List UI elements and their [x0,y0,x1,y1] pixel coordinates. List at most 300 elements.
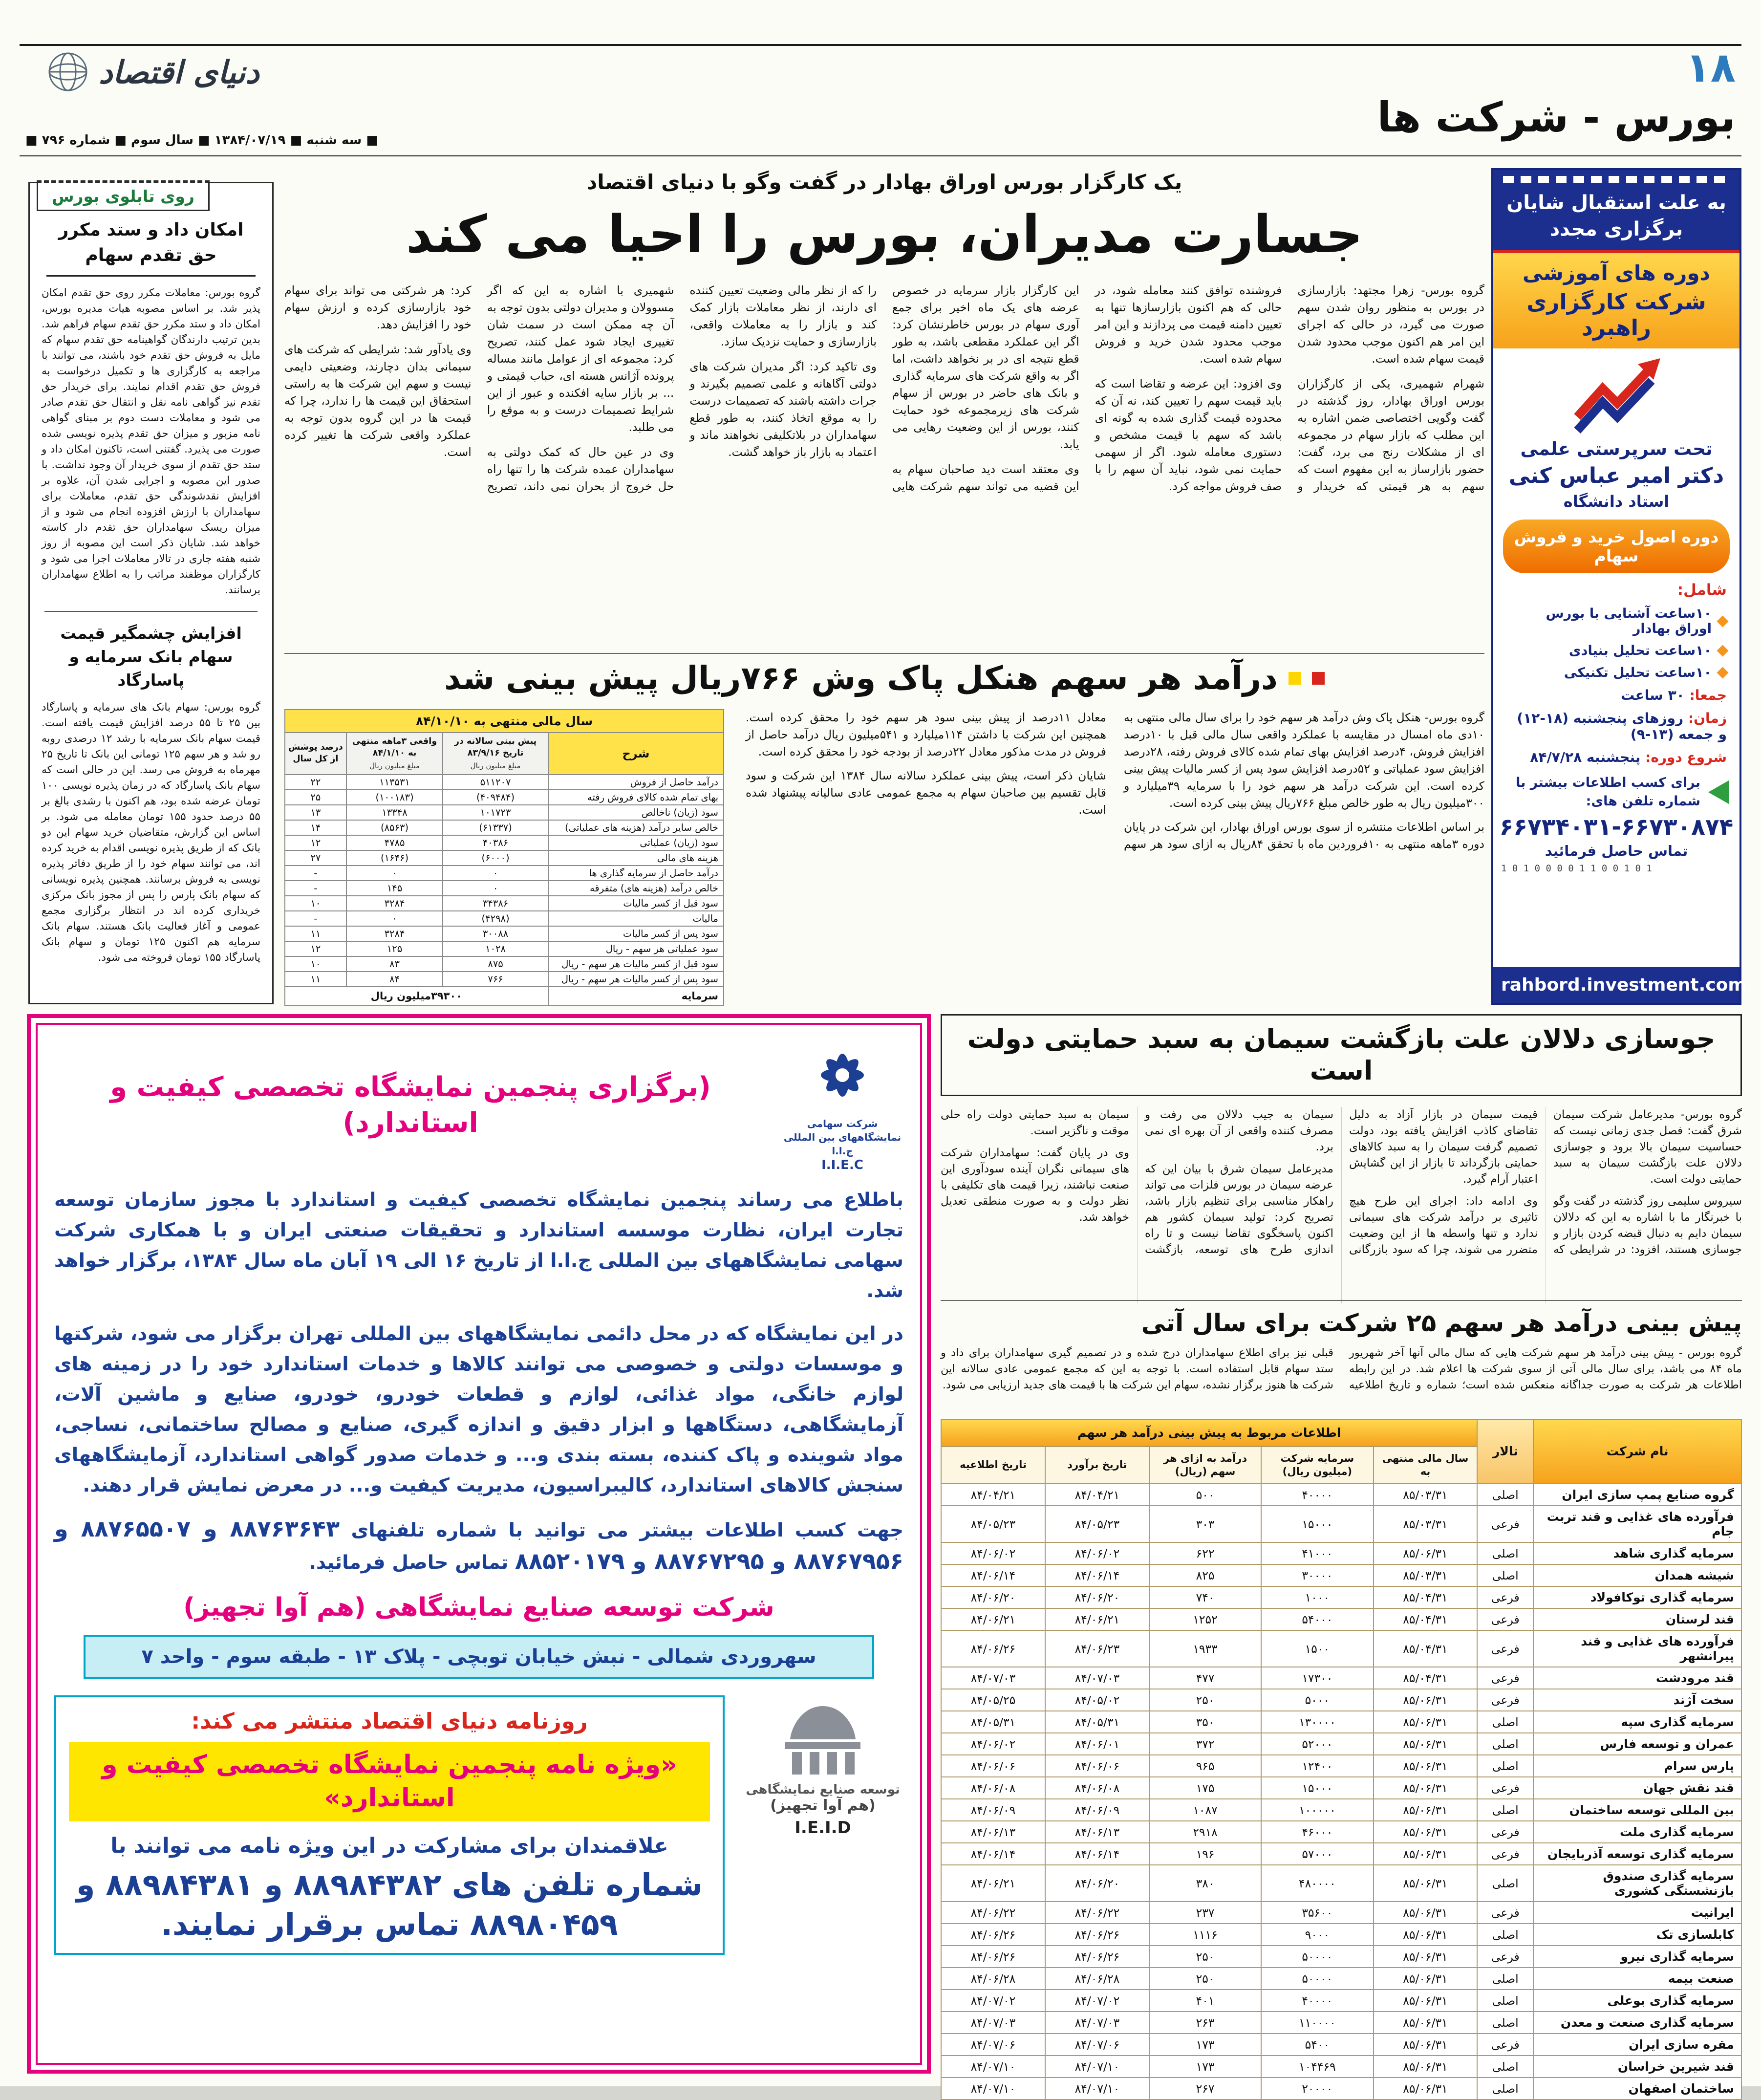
fiscal-year-end: ۸۵/۰۳/۳۱ [1374,1484,1478,1506]
includes-label: شامل: [1677,581,1727,599]
forecast-value: ۵۱۱۲۰۷ [443,775,548,790]
actual-value: ۱۳۳۴۸ [346,805,443,820]
company-name: سرمایه گذاری توسعه آذربایجان [1533,1843,1741,1865]
forecast-headline: پیش بینی درآمد هر سهم ۲۵ شرکت برای سال آتی [941,1300,1742,1337]
forecast-value: ۳۰۰۸۸ [443,926,548,941]
board-article1-body: گروه بورس: معاملات مکرر روی حق تقدم امکان پذیر شد. بر اساس مصوبه هیات مدیره بورس، امکان داد و ستد مکرر حق تقدم سهام فراهم شد. بدین ترتیب دارندگان گواهینامه حق تقدم سهام که مایل به فروش حق تقدم خود باشند، می توانند با مراجعه به کارگزاری ها و تکمیل درخواست به فروش حق تقدم اقدام نمایند. برای خریدار حق تقدم نیز گواهی نامه نقل و انتقال حق تقدم صادر می شود و معاملات دست دوم بر مبنای گواهی نامه مزبور و میزان حق تقدم پذیره نویسی شده صورت می پذیرد. گفتنی است، تاکنون امکان داد و ستد حق تقدم از سوی خریدار آن وجود نداشت. با صدور این مصوبه و اجرایی شدن آن، علاوه بر افزایش نقدشوندگی حق تقدم، معاملات برای سهامداران با ارزش افزوده انجام می شود و از میزان ریسک سهامداران حق تقدم دار کاسته خواهد شد. شایان ذکر است این مصوبه از روز شنبه هفته جاری در تالار معاملات اجرا می شود و کارگزاران موظفند مراتب را به اطلاع سهامداران برسانند. [42,287,260,597]
company-capital: ۴۸۰۰۰۰ [1261,1865,1373,1902]
announce-date: ۸۴/۰۶/۲۶ [941,1924,1045,1946]
announce-date: ۸۴/۰۵/۳۱ [941,1711,1045,1733]
total-hours: جمعا: ۳۰ ساعت [1621,687,1727,703]
dateline: ■ سه شنبه ■ ۱۳۸۴/۰۷/۱۹ ■ سال سوم ■ شماره ۷۹۶ ■ [25,133,378,148]
eps-value: ۱۷۳ [1149,2034,1261,2056]
estimate-date: ۸۴/۰۷/۱۰ [1045,2078,1149,2100]
eps-value: ۱۷۳ [1149,2056,1261,2078]
eps-value: ۴۷۷ [1149,1667,1261,1689]
fiscal-year-end: ۸۵/۰۶/۳۱ [1374,1689,1478,1711]
ieid-line1: توسعه صنایع نمایشگاهی [746,1782,900,1797]
eps-value: ۱۰۸۷ [1149,1799,1261,1821]
table-row [285,972,724,987]
company-name: فرآورده های غذایی و قند پیرانشهر [1533,1630,1741,1667]
henkel-headline: درآمد هر سهم هنکل پاک وش ۷۶۶ریال پیش بینی شد [444,659,1278,697]
hall: اصلی [1477,1799,1533,1821]
announce-date: ۸۴/۰۶/۲۲ [941,1902,1045,1924]
estimate-date: ۸۴/۰۶/۲۰ [1045,1865,1149,1902]
rahbord-logo-icon [1493,348,1740,433]
fiscal-year-end: ۸۵/۰۶/۳۱ [1374,1902,1478,1924]
fiscal-year-end: ۸۵/۰۶/۳۱ [1374,1865,1478,1902]
estimate-date: ۸۴/۰۷/۱۰ [1045,2056,1149,2078]
course-banner: دوره اصول خرید و فروش سهام [1503,520,1730,573]
hall: فرعی [1477,1586,1533,1608]
company-name: کابلسازی تک [1533,1924,1741,1946]
actual-value: (۸۵۶۳) [346,820,443,835]
estimate-date: ۸۴/۰۶/۱۴ [1045,1564,1149,1586]
company-capital: ۱۵۰۰۰ [1261,1777,1373,1799]
company-name: صنعت بیمه [1533,1968,1741,1990]
hall: فرعی [1477,1667,1533,1689]
red-square-icon [1312,672,1325,685]
fiscal-year-end: ۸۵/۰۶/۳۱ [1374,2034,1478,2056]
coverage-percent: ۱۰ [285,896,346,911]
company-row [941,1630,1741,1667]
fiscal-year-end: ۸۵/۰۶/۳۱ [1374,1799,1478,1821]
paragraph: گروه بورس- زهرا مجتهد: بازارسازی در بورس به منظور روان شدن سهم صورت می گیرد، در حالی که اجرای این امر هم اکنون موجب محدود شدن قیمت سهام شده است. [1297,283,1484,366]
company-name: قند لرستان [1533,1608,1741,1630]
company-capital: ۵۴۰۰۰ [1261,1608,1373,1630]
company-row [941,1711,1741,1733]
company-name: شیشه همدان [1533,1564,1741,1586]
call-text: تماس حاصل فرمائید [1545,842,1688,859]
exhibition-ad-inner [36,1023,922,2065]
col-company-name: نام شرکت [1533,1420,1741,1484]
estimate-date: ۸۴/۰۶/۱۳ [1045,1821,1149,1843]
header-rule [20,155,1741,156]
col-desc: شرح [548,733,724,775]
info-text: برای کسب اطلاعات بیشتر با شماره تلفن های: [1516,775,1700,809]
row-description: مالیات [548,911,724,926]
eps-value: ۱۱۱۶ [1149,1924,1261,1946]
coverage-percent: - [285,881,346,896]
ad-title-line2: شرکت کارگزاری راهبرد [1526,289,1706,341]
company-row [941,1506,1741,1542]
hall: اصلی [1477,1924,1533,1946]
hall: اصلی [1477,1968,1533,1990]
fiscal-year-end: ۸۵/۰۶/۳۱ [1374,1924,1478,1946]
fiscal-year-end: ۸۵/۰۳/۳۱ [1374,1506,1478,1542]
exhibition-ad [27,1014,931,2074]
eps-forecast-section [941,1300,1742,2096]
company-capital: ۴۰۰۰۰ [1261,1990,1373,2012]
coverage-percent: ۱۲ [285,835,346,850]
company-capital: ۵۰۰۰ [1261,1689,1373,1711]
special-issue-promo-box [54,1695,725,1955]
company-row [941,1990,1741,2012]
section-title: بورس - شرکت ها [1377,93,1736,141]
announce-date: ۸۴/۰۶/۲۱ [941,1608,1045,1630]
company-name: سرمایه گذاری ملت [1533,1821,1741,1843]
estimate-date: ۸۴/۰۵/۳۱ [1045,1711,1149,1733]
company-capital: ۱۲۴۰۰ [1261,1755,1373,1777]
exhibition-paragraph-3: جهت کسب اطلاعات بیشتر می توانید با شماره تلفنهای ۸۸۷۶۳۶۴۳ و ۸۸۷۶۵۵۰۷ و ۸۸۷۶۷۹۵۶ و ۸۸۷۶۷۲۹۵ و ۸۸۵۲۰۱۷۹ تماس حاصل فرمائید. [54,1515,904,1574]
eps-value: ۱۷۵ [1149,1777,1261,1799]
hall: فرعی [1477,1689,1533,1711]
eps-value: ۲۵۰ [1149,1968,1261,1990]
capital-row [285,987,724,1006]
fiscal-year-end: ۸۵/۰۶/۳۱ [1374,1542,1478,1564]
eps-value: ۵۰۰ [1149,1484,1261,1506]
announce-date: ۸۴/۰۷/۰۶ [941,2034,1045,2056]
company-row [941,2056,1741,2078]
announce-date: ۸۴/۰۴/۲۱ [941,1484,1045,1506]
coverage-percent: ۱۰ [285,956,346,972]
hall: فرعی [1477,1506,1533,1542]
estimate-date: ۸۴/۰۶/۰۱ [1045,1733,1149,1755]
forecast-value: (۶۱۳۳۷) [443,820,548,835]
announce-date: ۸۴/۰۷/۰۲ [941,1990,1045,2012]
row-description: سود قبل از کسر مالیات [548,896,724,911]
henkel-table-wrap [284,709,724,1002]
company-capital: ۱۰۰۰ [1261,1586,1373,1608]
cement-article [941,1014,1742,1294]
info-row [1493,769,1740,811]
company-capital: ۱۰۴۴۶۹ [1261,2056,1373,2078]
fiscal-year-end: ۸۵/۰۶/۳۱ [1374,1968,1478,1990]
fiscal-year-end: ۸۵/۰۶/۳۱ [1374,2078,1478,2100]
paragraph: وی افزود: این عرضه و تقاضا است که باید قیمت سهم را تعیین کند، نه آن که محدوده قیمت گذاری شده به گونه ای باشد که سهم با قیمت مشخص و دستوری معامله شود. اگر از سهمی حمایت نمی شود، نباید آن سهم را با صف فروش مواجه کرد. [1095,376,1282,493]
company-capital: ۱۰۰۰۰۰ [1261,1799,1373,1821]
company-row [941,1865,1741,1902]
fiscal-year-end: ۸۵/۰۴/۳۱ [1374,1586,1478,1608]
exhibition-paragraph-2: در این نمایشگاه که در محل دائمی نمایشگاههای بین المللی تهران برگزار می شود، شرکتها و موسسات دولتی و خصوصی می توانند کالاها و خدمات استاندارد خود را در زمینه های لوازم خانگی، مواد غذائی، لوازم و قطعات خودرو، خودرو، صنایع و ماشین آلات، آزمایشگاهی، دستگاهها و ابزار دقیق و اندازه گیری، صنایع و مصالح ساختمانی، نساجی، مواد شوینده و پاک کننده، بسته بندی و... و خدمات صدور گواهی استاندارد، آزمایشگاههای سنجش کالاهای استاندارد، کالیبراسیون، مدیریت کیفیت و... در معرض نمایش قرار دهند. [54,1323,903,1496]
paragraph: شهمیری با اشاره به این که اگر مسوولان و مدیران دولتی بدون توجه به آن چه ممکن است در سمت شان تغییری ایجاد شود عمل کنند، تصریح کرد: مجموعه ای از عوامل مانند مساله پرونده آژانس هسته ای، حباب قیمتی و ... بر بازار سایه افکنده و عبور از این شرایط تصمیمات درست و به موقع را می طلبد. [487,283,674,434]
company-row [941,1755,1741,1777]
estimate-date: ۸۴/۰۷/۰۳ [1045,1667,1149,1689]
actual-value: ۱۱۳۵۳۱ [346,775,443,790]
company-row [941,1689,1741,1711]
course-item: ۱۰ساعت آشنایی با بورس اوراق بهادار [1506,603,1727,640]
estimate-date: ۸۴/۰۶/۲۶ [1045,1924,1149,1946]
col-fiscal-year: سال مالی منتهی به [1374,1447,1478,1484]
company-capital: ۱۳۰۰۰۰ [1261,1711,1373,1733]
company-row [941,1821,1741,1843]
table-row [285,956,724,972]
table-row [285,850,724,866]
capital-value: ۳۹۳۰۰میلیون ریال [285,987,548,1006]
board-article1-title: امکان داد و ستد مکرر حق تقدم سهام [46,217,256,277]
row-description: خالص درآمد (هزینه های) متفرقه [548,881,724,896]
hall: اصلی [1477,1564,1533,1586]
table-row [285,820,724,835]
company-name: قند شیرین خراسان [1533,2056,1741,2078]
hall: اصلی [1477,1755,1533,1777]
estimate-date: ۸۴/۰۶/۲۳ [1045,1630,1149,1667]
paragraph: شایان ذکر است، پیش بینی عملکرد سالانه سال ۱۳۸۴ این شرکت و سود قابل تقسیم بین صاحبان سهام به مجمع عمومی عادی سالیانه پیشنهاد شده است. [746,769,1106,817]
company-name: گروه صنایع پمپ سازی ایران [1533,1484,1741,1506]
company-row [941,1564,1741,1586]
table-row [285,941,724,956]
company-capital: ۵۴۰۰ [1261,2034,1373,2056]
main-article-headline: جسارت مدیران، بورس را احیا می کند [406,204,1363,264]
estimate-date: ۸۴/۰۶/۰۲ [1045,1542,1149,1564]
fiscal-year-end: ۸۵/۰۶/۳۱ [1374,1946,1478,1968]
company-capital: ۴۶۰۰۰ [1261,1821,1373,1843]
hall: فرعی [1477,1608,1533,1630]
announce-date: ۸۴/۰۷/۰۳ [941,1667,1045,1689]
paragraph: وی تاکید کرد: اگر مدیران شرکت های دولتی آگاهانه و علمی تصمیم بگیرند و جرات داشته باشند که تصمیمات درست را به موقع اتخاذ کنند، به طور قطع سهامداران در بلاتکلیفی نخواهند ماند و اعتماد به بازار باز خواهد گشت. [689,359,877,459]
actual-value: (۱۰۰۱۸۳) [346,790,443,805]
hall: اصلی [1477,2056,1533,2078]
course-item: ۱۰ساعت تحلیل بنیادی [1506,640,1727,662]
forecast-value: ۱۰۲۸ [443,941,548,956]
promo-line3: علاقمندان برای مشارکت در این ویژه نامه می توانند با [110,1834,668,1859]
iiec-logo [781,1039,903,1172]
estimate-date: ۸۴/۰۶/۲۲ [1045,1902,1149,1924]
forecast-value: ۸۷۵ [443,956,548,972]
eps-value: ۷۴۰ [1149,1586,1261,1608]
estimate-date: ۸۴/۰۶/۲۱ [1045,1608,1149,1630]
forecast-value: (۶۰۰۰) [443,850,548,866]
row-description: بهای تمام شده کالای فروش رفته [548,790,724,805]
paragraph: شهرام شهمیری، یکی از کارگزاران بورس اوراق بهادار، روز گذشته در گفت وگویی اختصاصی ضمن اشاره به این مطلب که بازار سهام در مجموعه ای از مشکلات رنج می برد، گفت: حضور بازارساز به این مفهوم است که سهم به هر قیمتی که خریدار و فروشنده توافق کنند معامله شود، در حالی که هم اکنون بازارسازها تنها به تعیین دامنه قیمت می پردازند و این امر موجب محدود شدن خرید و فروش سهام شده است. [1095,283,1484,493]
globe-icon [47,51,89,95]
table-row [285,775,724,790]
company-row [941,1777,1741,1799]
ad-top-line2: برگزاری مجدد [1549,218,1683,240]
eps-value: ۲۳۷ [1149,1902,1261,1924]
table-row [285,866,724,881]
start-line: شروع دوره: پنجشنبه ۸۴/۷/۲۸ [1530,749,1727,765]
company-name: سرمایه گذاری صنعت و معدن [1533,2012,1741,2034]
table-row [285,805,724,820]
company-name: پارس سرام [1533,1755,1741,1777]
green-arrow-icon [1708,780,1729,804]
company-name: فرآورده های غذایی و قند تربت جام [1533,1506,1741,1542]
row-description: سود (زیان) عملیاتی [548,835,724,850]
company-capital: ۱۷۳۰۰ [1261,1667,1373,1689]
estimate-date: ۸۴/۰۶/۰۹ [1045,1799,1149,1821]
promo-line5: ۸۸۹۸۰۴۵۹ تماس برقرار نمایند. [161,1906,618,1942]
eps-value: ۲۶۷ [1149,2078,1261,2100]
paragraph: گروه بورس- مدیرعامل شرکت سیمان شرق گفت: فصل جدی زمانی نیست که حساسیت سیمان بالا برود و جوسازی دلالان علت بازگشت سیمان به سبد حمایتی دولت است. [1553,1108,1742,1186]
eps-value: ۴۰۱ [1149,1990,1261,2012]
company-capital: ۲۰۰۰۰ [1261,2078,1373,2100]
table-title: سال مالی منتهی به ۸۴/۱۰/۱۰ [285,710,724,733]
company-capital: ۱۵۰۰۰ [1261,1506,1373,1542]
company-name: عمران و توسعه فارس [1533,1733,1741,1755]
exhibition-phones: ۸۸۷۶۳۶۴۳ و ۸۸۷۶۵۵۰۷ و ۸۸۷۶۷۹۵۶ و ۸۸۷۶۷۲۹۵ و ۸۸۵۲۰۱۷۹ [54,1515,903,1574]
forecast-value: (۴۲۹۸) [443,911,548,926]
fiscal-year-end: ۸۵/۰۶/۳۱ [1374,1990,1478,2012]
estimate-date: ۸۴/۰۶/۱۴ [1045,1843,1149,1865]
row-description: هزینه های مالی [548,850,724,866]
company-row [941,1843,1741,1865]
main-article [284,166,1484,651]
exhibition-paragraph-1: باطلاع می رساند پنجمین نمایشگاه تخصصی کیفیت و استاندارد با مجوز سازمان توسعه تجارت ایران، نظارت موسسه استاندارد و تحقیقات صنعتی ایران و با همکاری شرکت سهامی نمایشگاههای بین المللی ج.ا.ا از تاریخ ۱۶ الی ۱۹ آبان ماه سال ۱۳۸۴، برگزار خواهد شد. [54,1189,904,1302]
actual-value: ۱۴۵ [346,881,443,896]
estimate-date: ۸۴/۰۵/۰۲ [1045,1689,1149,1711]
hall: اصلی [1477,1990,1533,2012]
schedule-line: زمان: روزهای پنجشنبه (۱۸-۱۲) و جمعه (۱۳-۹) [1517,710,1727,742]
board-article2-title: افزایش چشمگیر قیمت سهام بانک سرمایه و پاسارگاد [44,611,258,692]
company-row [941,2034,1741,2056]
eps-value: ۱۲۵۲ [1149,1608,1261,1630]
diamond-bullet-icon [1717,615,1728,627]
fiscal-year-end: ۸۵/۰۶/۳۱ [1374,1843,1478,1865]
company-row [941,1586,1741,1608]
coverage-percent: ۲۲ [285,775,346,790]
ad-title-line1: دوره های آموزشی [1523,261,1710,285]
forecast-value: ۴۰۳۸۶ [443,835,548,850]
paragraph: بر اساس اطلاعات منتشره از سوی بورس اوراق بهادار، این شرکت در پایان دوره ۳ماهه منتهی به ۱۰فروردین ماه با تحقق ۸۴ریال به ازای سود هر سهم معادل ۱۱درصد از پیش بینی سود هر سهم خود را محقق کرده است. همچنین این شرکت با داشتن ۱۱۴میلیارد و ۵۴۱میلیون ریال درآمد حاصل از فروش در مدت مذکور معادل ۲۲درصد از بودجه خود را محقق کرده است. [746,711,1484,851]
company-name: قند نقش جهان [1533,1777,1741,1799]
fiscal-year-end: ۸۵/۰۶/۳۱ [1374,2056,1478,2078]
forecast-table [941,1419,1742,2100]
actual-value: ۳۲۸۴ [346,896,443,911]
actual-value: ۸۳ [346,956,443,972]
fiscal-year-end: ۸۵/۰۶/۳۱ [1374,2012,1478,2034]
row-description: سود پس از کسر مالیات [548,926,724,941]
hall: فرعی [1477,1843,1533,1865]
hall: اصلی [1477,1484,1533,1506]
actual-value: ۱۲۵ [346,941,443,956]
estimate-date: ۸۴/۰۷/۰۳ [1045,2012,1149,2034]
company-row [941,1484,1741,1506]
eps-value: ۳۰۳ [1149,1506,1261,1542]
coverage-percent: ۱۳ [285,805,346,820]
company-row [941,2078,1741,2100]
hall: فرعی [1477,1630,1533,1667]
cement-article-body [941,1107,1742,1303]
row-description: سود عملیاتی هر سهم - ریال [548,941,724,956]
row-description: سود (زیان) ناخالص [548,805,724,820]
henkel-financial-table [284,709,724,1006]
row-description: سود قبل از کسر مالیات هر سهم - ریال [548,956,724,972]
announce-date: ۸۴/۰۶/۰۹ [941,1799,1045,1821]
hall: اصلی [1477,1542,1533,1564]
estimate-date: ۸۴/۰۶/۲۶ [1045,1946,1149,1968]
eps-value: ۳۸۰ [1149,1865,1261,1902]
forecast-value: (۴۰۹۴۸۴) [443,790,548,805]
yellow-square-icon [1289,672,1301,685]
col-announce-date: تاریخ اطلاعیه [941,1447,1045,1484]
fiscal-year-end: ۸۵/۰۶/۳۱ [1374,1821,1478,1843]
company-capital: ۴۰۰۰۰ [1261,1484,1373,1506]
col-coverage: درصد پوشش از کل سال [285,733,346,775]
company-name: سرمایه گذاری صندوق بازنشستگی کشوری [1533,1865,1741,1902]
eps-value: ۹۶۵ [1149,1755,1261,1777]
forecast-value: ۳۴۳۸۶ [443,896,548,911]
company-row [941,1946,1741,1968]
eps-value: ۱۹۳۳ [1149,1630,1261,1667]
paragraph: سیروس سلیمی روز گذشته در گفت وگو با خبرنگار ما با اشاره به این که دلالان سیمان دایم به دنبال قبضه کردن بازار و جوسازی هستند، افزود: در شرایطی که قیمت سیمان در بازار آزاد به دلیل تقاضای کاذب افزایش یافته بود، دولت تصمیم گرفت سیمان را به سبد کالاهای حمایتی بازگرداند تا بازار از این گشایش اعتبار آرام گیرد. [1349,1108,1742,1256]
hall: فرعی [1477,1777,1533,1799]
company-name: مقره سازی ایران [1533,2034,1741,2056]
table-row [285,911,724,926]
forecast-value: ۰ [443,866,548,881]
coverage-percent: - [285,866,346,881]
row-description: درآمد حاصل از سرمایه گذاری ها [548,866,724,881]
company-capital: ۳۵۶۰۰ [1261,1902,1373,1924]
coverage-percent: ۲۵ [285,790,346,805]
company-name: سخت آژند [1533,1689,1741,1711]
company-capital: ۵۲۰۰۰ [1261,1733,1373,1755]
coverage-percent: ۱۲ [285,941,346,956]
eps-value: ۲۶۳ [1149,2012,1261,2034]
announce-date: ۸۴/۰۷/۰۳ [941,2012,1045,2034]
eps-value: ۲۵۰ [1149,1689,1261,1711]
company-name: سرمایه گذاری نیرو [1533,1946,1741,1968]
col-hall: تالار [1477,1420,1533,1484]
col-capital: سرمایه شرکت (میلیون ریال) [1261,1447,1373,1484]
row-description: خالص سایر درآمد (هزینه های عملیاتی) [548,820,724,835]
unit-label: مبلغ میلیون ریال [369,761,420,771]
company-capital: ۵۰۰۰۰ [1261,1946,1373,1968]
actual-value: ۰ [346,866,443,881]
course-includes [1493,577,1740,684]
dashes-decoration [1503,176,1730,183]
ad-top-line1: به علت استقبال شایان [1506,192,1726,214]
capital-label: سرمایه [548,987,724,1006]
coverage-percent: ۱۱ [285,972,346,987]
course-item: ۱۰ساعت تحلیل تکنیکی [1506,662,1727,684]
table-row [285,881,724,896]
henkel-headline-row [284,659,1484,697]
announce-date: ۸۴/۰۶/۲۱ [941,1865,1045,1902]
fiscal-year-end: ۸۵/۰۴/۳۱ [1374,1667,1478,1689]
estimate-date: ۸۴/۰۶/۰۶ [1045,1755,1149,1777]
organizer-address: سهروردی شمالی - نبش خیابان توبچی - پلاک ۱۳ - طبقه سوم - واحد ۷ [84,1635,874,1679]
company-row [941,1968,1741,1990]
promo-line1: روزنامه دنیای اقتصاد منتشر می کند: [191,1708,588,1734]
paragraph: وی در عین حال که کمک دولتی به سهامداران عمده شرکت ها را تنها راه حل خروج از بحران نمی داند، تصریح کرد: هر شرکتی می تواند برای سهام خود بازارسازی کرده و ارزش سهام خود را افزایش دهد. [284,283,674,493]
main-article-kicker: یک کارگزار بورس اوراق بهادار در گفت وگو با دنیای اقتصاد [586,170,1182,194]
table-group-header: اطلاعات مربوط به پیش بینی درآمد هر سهم [941,1420,1477,1447]
row-description: سود پس از کسر مالیات هر سهم - ریال [548,972,724,987]
company-capital: ۵۷۰۰۰ [1261,1843,1373,1865]
main-article-body [284,282,1484,624]
company-row [941,1733,1741,1755]
company-capital: ۳۰۰۰۰ [1261,1564,1373,1586]
barcode-digits: 1 0 1 0 0 0 0 1 1 0 0 1 0 1 [1501,863,1652,874]
estimate-date: ۸۴/۰۷/۰۶ [1045,2034,1149,2056]
company-name: بین المللی توسعه ساختمان [1533,1799,1741,1821]
hall: فرعی [1477,1821,1533,1843]
forecast-value: ۱۰۱۷۲۳ [443,805,548,820]
top-rule [20,44,1741,46]
estimate-date: ۸۴/۰۶/۰۸ [1045,1777,1149,1799]
eps-value: ۱۹۶ [1149,1843,1261,1865]
col-estimate-date: تاریخ برآورد [1045,1447,1149,1484]
forecast-value: ۰ [443,881,548,896]
estimate-date: ۸۴/۰۶/۲۰ [1045,1586,1149,1608]
table-row [285,835,724,850]
company-capital: ۱۵۰۰ [1261,1630,1373,1667]
unit-label: مبلغ میلیون ریال [470,761,521,771]
organizer-company-name: شرکت توسعه صنایع نمایشگاهی (هم آوا تجهیز) [183,1593,774,1622]
coverage-percent: ۲۷ [285,850,346,866]
forecast-intro: گروه بورس - پیش بینی درآمد هر سهم شرکت هایی که سال مالی آنها آخر شهریور ماه ۸۴ می باشد، برای سال مالی آتی از سوی شرکت ها اعلام شد. در این رابطه اطلاعات هر شرکت به صورت جداگانه منعکس شده است؛ شماره و تاریخ اطلاعیه قبلی نیز برای اطلاع سهامداران درج شده و در تصمیم گیری سهامداران برای داد و ستد سهام قابل استفاده است. با توجه به این که مجمع عمومی عادی سالانه این شرکت ها هنوز برگزار نشده، سهام این شرکت ها با قیمت های جدید ارزیابی می شود. [941,1346,1742,1391]
cement-headline: جوسازی دلالان علت بازگشت سیمان به سبد حمایتی دولت است [967,1023,1716,1086]
col-forecast: پیش بینی سالانه در تاریخ ۸۳/۹/۱۶ مبلغ میلیون ریال [443,733,548,775]
cement-headline-box [941,1014,1742,1096]
paragraph: وی در پایان گفت: سهامداران شرکت های سیمانی نگران آینده سودآوری این صنعت نباشند، زیرا قیمت های تکلیفی با نظر دولت و به صورت منطقی تعدیل خواهد شد. [941,1146,1129,1224]
hall: اصلی [1477,1711,1533,1733]
actual-value: ۴۷۸۵ [346,835,443,850]
board-box-tab [37,180,210,211]
hall: فرعی [1477,1902,1533,1924]
page-number: ۱۸ [1685,43,1736,91]
